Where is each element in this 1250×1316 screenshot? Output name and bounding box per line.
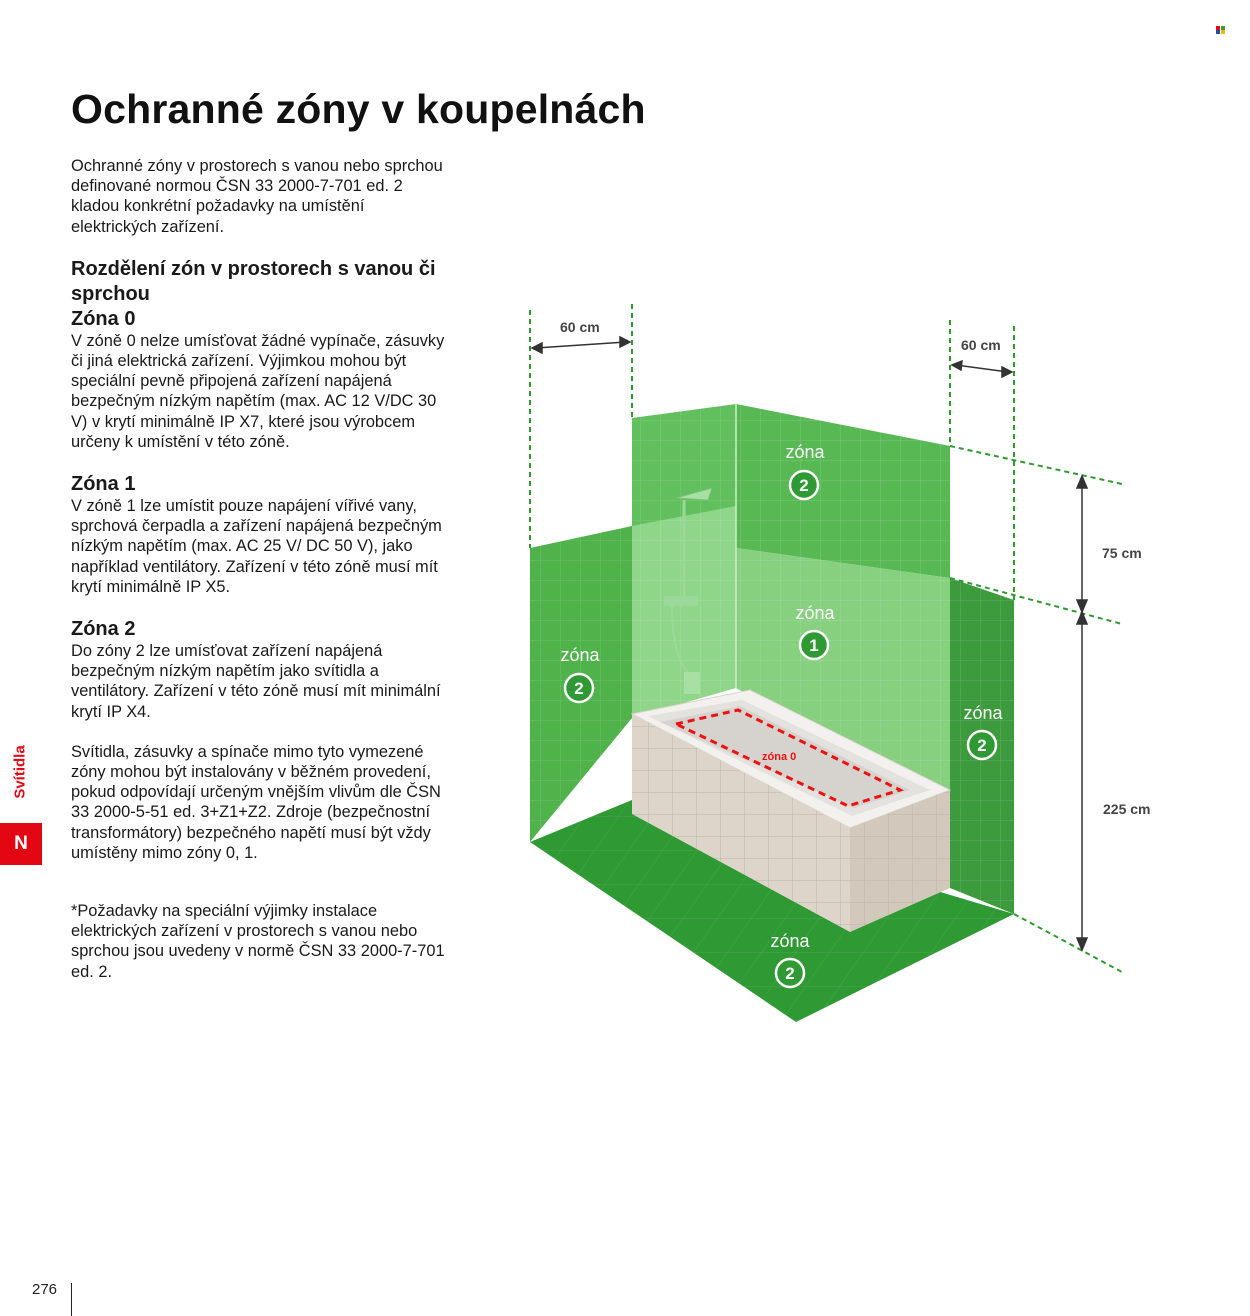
- section-tab: N: [0, 823, 42, 865]
- zone0-label: zóna 0: [762, 751, 797, 763]
- zone-1-heading: Zóna 1: [71, 473, 136, 496]
- zone-2-text: Do zóny 2 lze umísťovat zařízení napájená bezpečným nízkým napětím jako svítidla a ventilátory. Zařízení v této zóně musí mít minimální krytí IP X4.: [71, 642, 441, 721]
- zone-2-heading: Zóna 2: [71, 618, 136, 641]
- dimension-right-width: 60 cm: [961, 337, 1001, 353]
- section-side-label: Svítidla: [11, 745, 29, 799]
- zone-word: zóna: [770, 931, 810, 951]
- zone-1-text: V zóně 1 lze umístit pouze napájení vířivé vany, sprchová čerpadla a zařízení napájená bezpečným nízkým napětím (max. AC 25 V/ DC 50 V), jako například ventilátory. Zařízení v této zóně musí mít krytí minimálně IP X5.: [71, 497, 442, 596]
- zone-word: zóna: [560, 645, 600, 665]
- outside-zones-paragraph: Svítidla, zásuvky a spínače mimo tyto vymezené zóny mohou být instalovány v běžném provedení, pokud odpovídají určeným vnějším vlivům dle ČSN 33 2000-5-51 ed. 3+Z1+Z2. Zdroje (bezpečnostní transformátory) bezpečného napětí musí být vždy umístěny mimo zóny 0, 1.: [71, 742, 441, 862]
- footnote: *Požadavky na speciální výjimky instalace elektrických zařízení v prostorech s vanou nebo sprchou jsou uvedeny v normě ČSN 33 2000-7-701 ed. 2.: [71, 902, 445, 981]
- zone-word: zóna: [795, 603, 835, 623]
- zone-number: 1: [809, 636, 819, 655]
- zone-number: 2: [785, 964, 795, 983]
- zone-number: 2: [799, 476, 809, 495]
- zone-0-text: V zóně 0 nelze umísťovat žádné vypínače, zásuvky či jiná elektrická zařízení. Výjimkou mohou být speciální pevně připojená zařízení napájená bezpečným nízkým napětím (max. AC 12 V/DC 30 V) v krytí minimálně IP X7, které jsou výrobcem určeny k umístění v této zóně.: [71, 331, 445, 451]
- zone-number: 2: [574, 679, 584, 698]
- zone-word: zóna: [963, 703, 1003, 723]
- section-heading: Rozdělení zón v prostorech s vanou či sprchou: [71, 257, 436, 305]
- intro-paragraph: Ochranné zóny v prostorech s vanou nebo sprchou definované normou ČSN 33 2000-7-701 ed. 2 kladou konkrétní požadavky na umístění elektrických zařízení.: [71, 157, 443, 236]
- dimension-lower-height: 225 cm: [1103, 801, 1151, 817]
- dimension-upper-height: 75 cm: [1102, 545, 1142, 561]
- zone-word: zóna: [785, 442, 825, 462]
- zone-0-heading: Zóna 0: [71, 307, 136, 330]
- dimension-left-width: 60 cm: [560, 319, 600, 335]
- page-title: Ochranné zóny v koupelnách: [71, 86, 646, 132]
- page-number: 276: [32, 1281, 58, 1298]
- zone-number: 2: [977, 736, 987, 755]
